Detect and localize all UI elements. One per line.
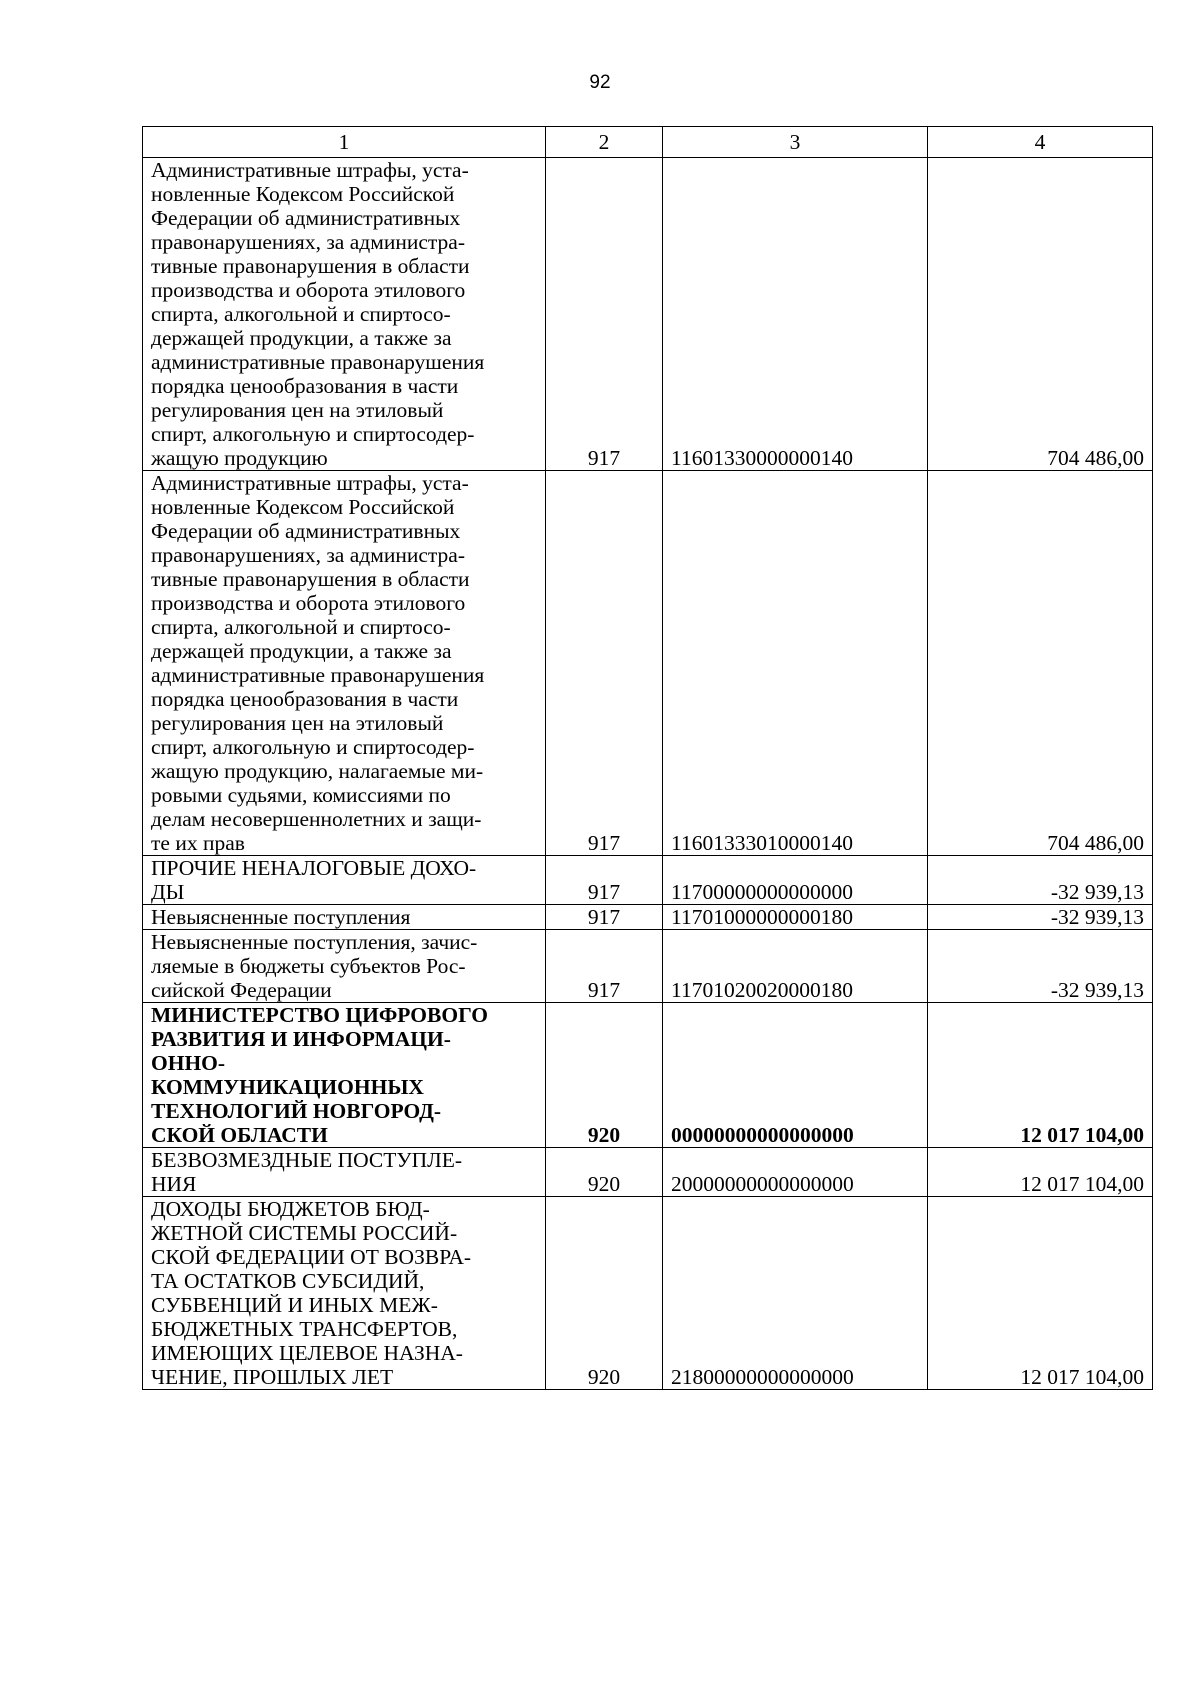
revenue-name: МИНИСТЕРСТВО ЦИФРОВОГО РАЗВИТИЯ И ИНФОРМАЦИ- ОННО- КОММУНИКАЦИОННЫХ ТЕХНОЛОГИЙ НОВГОРОД- СКОЙ ОБЛАСТИ <box>143 1003 546 1148</box>
admin-code: 917 <box>546 158 663 471</box>
revenue-name: Невыясненные поступления <box>143 905 546 930</box>
revenue-name: Административные штрафы, уста- новленные Кодексом Российской Федерации об административных правонарушениях, за администра- тивные правонарушения в области производства и оборота этилового спирта, алкогольной и спиртосо- держащей продукции, а также за административные правонарушения порядка ценообразования в части регулирования цен на этиловый спирт, алкогольную и спиртосодер- жащую продукцию, налагаемые ми- ровыми судьями, комиссиями по делам несовершеннолетних и защи- те их прав <box>143 471 546 856</box>
revenue-name: ДОХОДЫ БЮДЖЕТОВ БЮД- ЖЕТНОЙ СИСТЕМЫ РОССИЙ- СКОЙ ФЕДЕРАЦИИ ОТ ВОЗВРА- ТА ОСТАТКОВ СУБСИДИЙ, СУБВЕНЦИЙ И ИНЫХ МЕЖ- БЮДЖЕТНЫХ ТРАНСФЕРТОВ, ИМЕЮЩИХ ЦЕЛЕВОЕ НАЗНА- ЧЕНИЕ, ПРОШЛЫХ ЛЕТ <box>143 1197 546 1390</box>
admin-code: 917 <box>546 856 663 905</box>
budget-classification-code: 11601330000000140 <box>663 158 928 471</box>
amount: -32 939,13 <box>928 905 1153 930</box>
table-row <box>143 930 1153 1003</box>
column-header-2: 2 <box>546 127 663 158</box>
amount: 704 486,00 <box>928 471 1153 856</box>
amount: 12 017 104,00 <box>928 1148 1153 1197</box>
table-row <box>143 158 1153 471</box>
admin-code: 917 <box>546 930 663 1003</box>
amount: -32 939,13 <box>928 930 1153 1003</box>
budget-classification-code: 11701000000000180 <box>663 905 928 930</box>
revenue-name: Административные штрафы, уста- новленные Кодексом Российской Федерации об административных правонарушениях, за администра- тивные правонарушения в области производства и оборота этилового спирта, алкогольной и спиртосо- держащей продукции, а также за административные правонарушения порядка ценообразования в части регулирования цен на этиловый спирт, алкогольную и спиртосодер- жащую продукцию <box>143 158 546 471</box>
column-header-1: 1 <box>143 127 546 158</box>
column-header-4: 4 <box>928 127 1153 158</box>
budget-classification-code: 00000000000000000 <box>663 1003 928 1148</box>
table-row <box>143 1148 1153 1197</box>
budget-classification-code: 11701020020000180 <box>663 930 928 1003</box>
revenue-name: БЕЗВОЗМЕЗДНЫЕ ПОСТУПЛЕ- НИЯ <box>143 1148 546 1197</box>
admin-code: 920 <box>546 1197 663 1390</box>
table-row <box>143 905 1153 930</box>
table-row <box>143 471 1153 856</box>
admin-code: 917 <box>546 471 663 856</box>
table-header-row <box>143 127 1153 158</box>
amount: -32 939,13 <box>928 856 1153 905</box>
table-row <box>143 856 1153 905</box>
amount: 704 486,00 <box>928 158 1153 471</box>
budget-classification-code: 20000000000000000 <box>663 1148 928 1197</box>
amount: 12 017 104,00 <box>928 1197 1153 1390</box>
budget-revenue-table <box>142 126 1153 1390</box>
budget-classification-code: 11700000000000000 <box>663 856 928 905</box>
revenue-name: Невыясненные поступления, зачис- ляемые в бюджеты субъектов Рос- сийской Федерации <box>143 930 546 1003</box>
page-number: 92 <box>589 72 611 93</box>
column-header-3: 3 <box>663 127 928 158</box>
amount: 12 017 104,00 <box>928 1003 1153 1148</box>
admin-code: 920 <box>546 1003 663 1148</box>
table-row <box>143 1197 1153 1390</box>
admin-code: 920 <box>546 1148 663 1197</box>
table-row-ministry-total <box>143 1003 1153 1148</box>
budget-classification-code: 11601333010000140 <box>663 471 928 856</box>
admin-code: 917 <box>546 905 663 930</box>
budget-classification-code: 21800000000000000 <box>663 1197 928 1390</box>
revenue-name: ПРОЧИЕ НЕНАЛОГОВЫЕ ДОХО- ДЫ <box>143 856 546 905</box>
